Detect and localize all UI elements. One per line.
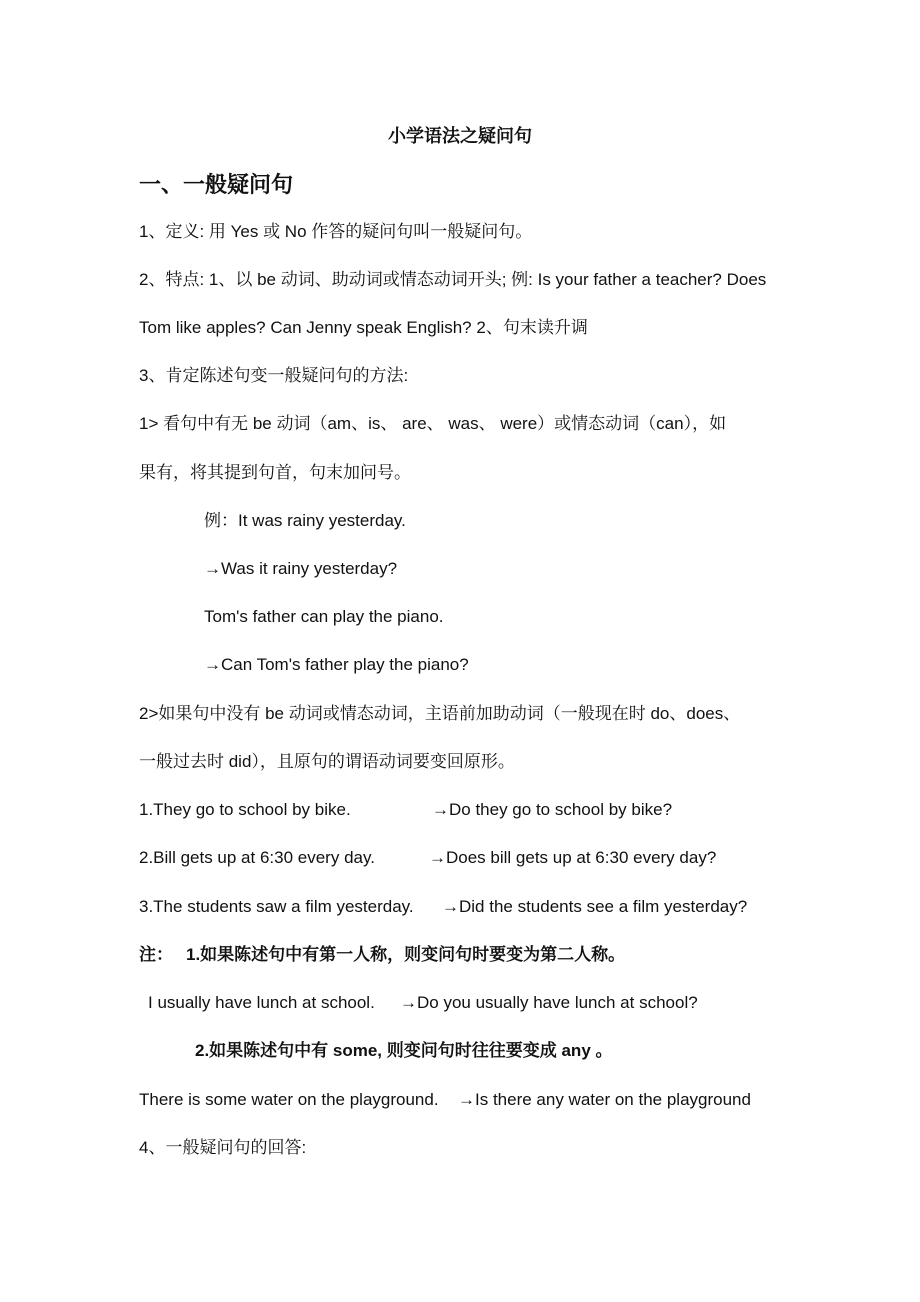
features-line-2: Tom like apples? Can Jenny speak English? 2、句末读升调 — [139, 318, 588, 337]
note2-example-question: →Is there any water on the playground — [458, 1090, 751, 1109]
pair1-question: →Do they go to school by bike? — [432, 800, 673, 819]
pair3-question: →Did the students see a film yesterday? — [442, 897, 748, 916]
answer-heading: 4、一般疑问句的回答: — [139, 1138, 307, 1157]
pair3-statement: 3.The students saw a film yesterday. — [139, 897, 414, 916]
example1-statement: 例：It was rainy yesterday. — [204, 511, 406, 530]
rule2-line-2: 一般过去时 did），且原句的谓语动词要变回原形。 — [139, 752, 515, 771]
example2-question: →Can Tom's father play the piano? — [204, 655, 469, 674]
pair2-question: →Does bill gets up at 6:30 every day? — [429, 848, 717, 867]
note-2: 2.如果陈述句中有 some, 则变问句时往往要变成 any 。 — [195, 1041, 613, 1060]
rule1-line-2: 果有，将其提到句首，句末加问号。 — [139, 463, 411, 482]
note-label: 注： — [139, 945, 173, 964]
section-heading-general-questions: 一、一般疑问句 — [139, 172, 294, 197]
example1-question: →Was it rainy yesterday? — [204, 559, 398, 578]
pair1-statement: 1.They go to school by bike. — [139, 800, 351, 819]
example2-statement: Tom's father can play the piano. — [204, 607, 444, 626]
note1-example-statement: I usually have lunch at school. — [148, 993, 375, 1012]
rule1-line-1: 1> 看句中有无 be 动词（am、is、 are、 was、 were）或情态动词（can），如 — [139, 414, 727, 433]
note-1: 1.如果陈述句中有第一人称，则变问句时要变为第二人称。 — [186, 945, 626, 964]
document-title: 小学语法之疑问句 — [388, 126, 532, 146]
method-heading: 3、肯定陈述句变一般疑问句的方法: — [139, 366, 409, 385]
definition-line: 1、定义: 用 Yes 或 No 作答的疑问句叫一般疑问句。 — [139, 222, 533, 241]
features-line-1: 2、特点: 1、以 be 动词、助动词或情态动词开头; 例: Is your father a teacher? Does — [139, 270, 767, 289]
note2-example-statement: There is some water on the playground. — [139, 1090, 439, 1109]
rule2-line-1: 2>如果句中没有 be 动词或情态动词，主语前加助动词（一般现在时 do、does、 — [139, 704, 741, 723]
pair2-statement: 2.Bill gets up at 6:30 every day. — [139, 848, 375, 867]
note1-example-question: →Do you usually have lunch at school? — [400, 993, 698, 1012]
